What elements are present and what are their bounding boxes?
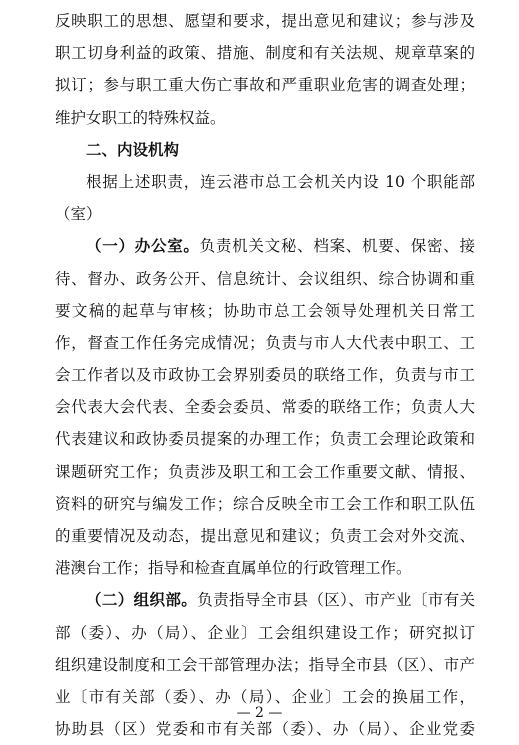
subsection-lead: （二）组织部。	[86, 591, 198, 610]
text-line: 代表建议和政协委员提案的办理工作；负责工会理论政策和	[55, 430, 475, 449]
text-line: 业〔市有关部（委）、办（局）、企业〕工会的换届工作，	[55, 687, 475, 706]
text-line: 会工作者以及市政协工会界别委员的联络工作，负责与市工	[55, 366, 475, 385]
text-line: 资料的研究与编发工作；综合反映全市工会工作和职工队伍	[55, 494, 475, 513]
text-line: 要文稿的起草与审核；协助市总工会领导处理机关日常工	[55, 301, 475, 320]
body-text	[55, 5, 475, 745]
text-line: 待、督办、政务公开、信息统计、会议组织、综合协调和重	[55, 269, 475, 288]
text-line: （一）办公室。负责机关文秘、档案、机要、保密、接	[86, 237, 475, 256]
text-line: 职工切身利益的政策、措施、制度和有关法规、规章草案的	[55, 44, 475, 63]
page-number: — 2 —	[236, 705, 283, 721]
text-line: 协助县（区）党委和市有关部（委）、办（局）、企业党委	[55, 720, 475, 739]
subsection-lead: （一）办公室。	[86, 237, 200, 256]
section-heading: 二、内设机构	[86, 140, 180, 159]
text-line: 港澳台工作；指导和检查直属单位的行政管理工作。	[55, 559, 412, 578]
text-line: 根据上述职责，连云港市总工会机关内设 10 个职能部	[86, 172, 475, 191]
text-line: 组织建设制度和工会干部管理办法；指导全市县（区）、市产	[55, 655, 475, 674]
text-line: 部（委）、办（局）、企业〕工会组织建设工作；研究拟订	[55, 623, 475, 642]
text-line: 维护女职工的特殊权益。	[55, 108, 226, 127]
text-line: （室）	[55, 205, 102, 224]
text-line: 的重要情况及动态，提出意见和建议；负责工会对外交流、	[55, 527, 475, 545]
text-line: 课题研究工作；负责涉及职工和工会工作重要文献、情报、	[55, 462, 475, 481]
text-line: 反映职工的思想、愿望和要求，提出意见和建议；参与涉及	[55, 12, 475, 30]
text-line: 作，督查工作任务完成情况；负责与市人大代表中职工、工	[55, 333, 475, 352]
text-line: 会代表大会代表、全委会委员、常委的联络工作；负责人大	[55, 398, 475, 417]
text-line: （二）组织部。负责指导全市县（区）、市产业〔市有关	[86, 591, 475, 610]
text-line: 拟订；参与职工重大伤亡事故和严重职业危害的调查处理；	[55, 76, 475, 95]
